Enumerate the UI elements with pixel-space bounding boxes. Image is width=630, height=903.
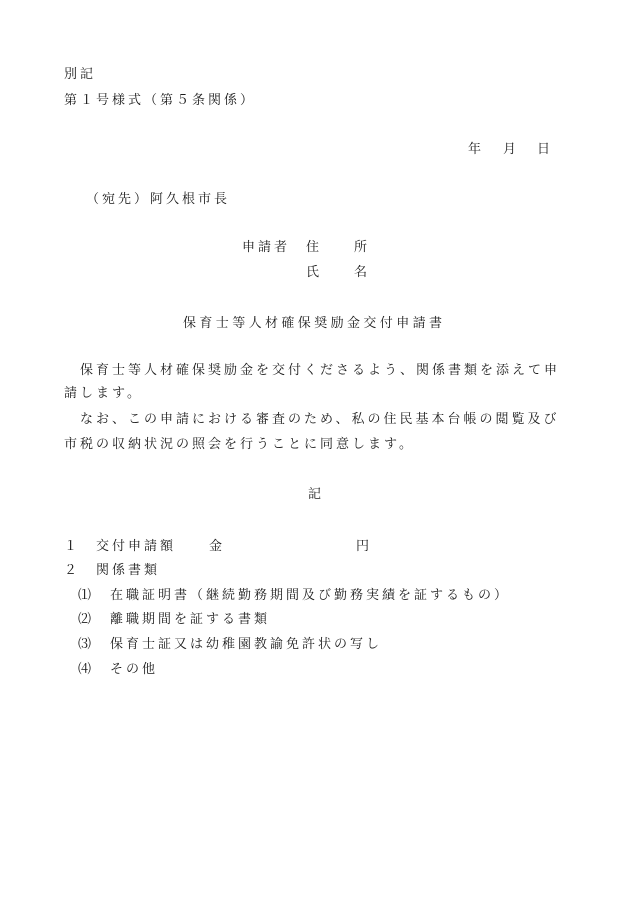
body-line: なお、この申請における審査のため、私の住民基本台帳の閲覧及び — [80, 412, 560, 427]
item-number: １ — [64, 539, 81, 554]
document-item-number: ⑴ — [78, 588, 95, 603]
currency-suffix: 円 — [356, 539, 373, 554]
currency-prefix: 金 — [209, 539, 226, 554]
document-item-number: ⑵ — [78, 612, 95, 627]
date-year-label: 年 — [468, 142, 485, 157]
document-item-number: ⑷ — [78, 662, 95, 677]
record-heading: 記 — [308, 487, 325, 502]
document-title: 保育士等人材確保奨励金交付申請書 — [183, 316, 446, 331]
document-item-text: 保育士証又は幼稚園教諭免許状の写し — [110, 637, 383, 652]
document-item-text: 在職証明書（継続勤務期間及び勤務実績を証するもの） — [110, 588, 511, 603]
application-amount-label: 交付申請額 — [96, 539, 177, 554]
date-day-label: 日 — [537, 142, 554, 157]
date-month-label: 月 — [503, 142, 520, 157]
addressee: （宛先）阿久根市長 — [86, 192, 231, 207]
document-item-number: ⑶ — [78, 637, 95, 652]
form-number: 第１号様式（第５条関係） — [64, 93, 257, 108]
applicant-label: 申請者 — [242, 240, 291, 255]
address-label: 住 所 — [306, 240, 371, 255]
document-item-text: 離職期間を証する書類 — [110, 612, 271, 627]
body-line: 保育士等人材確保奨励金を交付くださるよう、関係書類を添えて申 — [80, 363, 561, 378]
body-line: 市税の収納状況の照会を行うことに同意します。 — [64, 437, 415, 452]
document-item-text: その他 — [110, 662, 159, 677]
name-label: 氏 名 — [306, 265, 371, 280]
item-number: ２ — [64, 563, 81, 578]
related-documents-label: 関係書類 — [96, 563, 161, 578]
body-line: 請します。 — [64, 386, 143, 401]
annex-label: 別記 — [64, 67, 97, 82]
